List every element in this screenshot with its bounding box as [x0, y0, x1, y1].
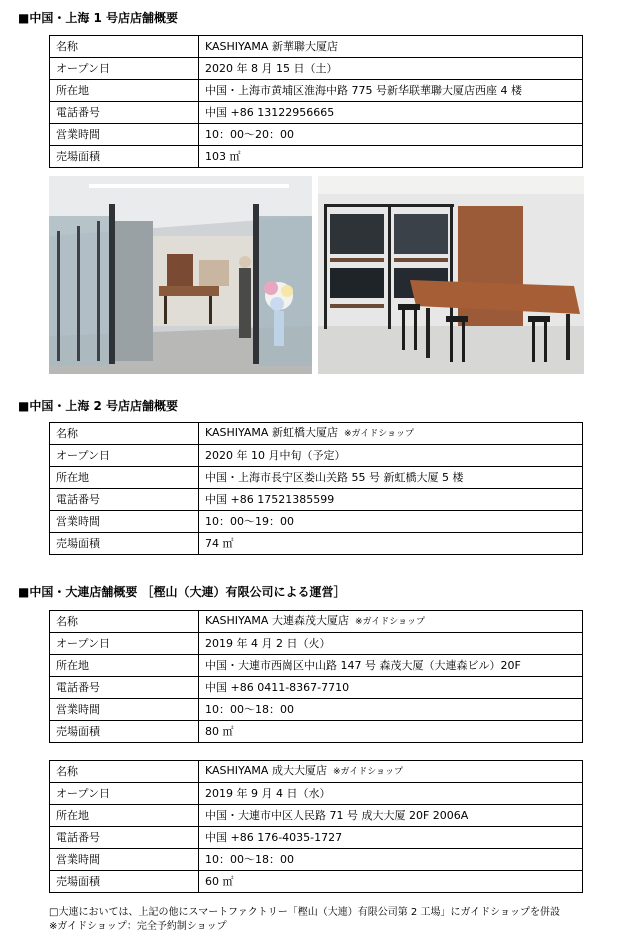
table-row — [50, 511, 583, 533]
store-table-dalian-2 — [49, 760, 583, 893]
store-entrance-photo — [49, 176, 312, 374]
table-row — [50, 721, 583, 743]
table-row — [50, 783, 583, 805]
row-value: 中国 +86 13122956665 — [199, 102, 583, 124]
row-value: 中国 +86 0411-8367-7710 — [199, 677, 583, 699]
table-row — [50, 533, 583, 555]
row-label: 営業時間 — [50, 849, 199, 871]
row-label: オープン日 — [50, 445, 199, 467]
guide-shop-note: ※ガイドショップ — [332, 767, 404, 777]
row-value: KASHIYAMA 新華聯大厦店 — [199, 36, 583, 58]
row-value: 10：00〜20：00 — [199, 124, 583, 146]
row-label: 所在地 — [50, 80, 199, 102]
store-table-dalian-1 — [49, 610, 583, 743]
table-row — [50, 489, 583, 511]
table-row — [50, 805, 583, 827]
row-label: 売場面積 — [50, 533, 199, 555]
table-row — [50, 146, 583, 168]
table-row — [50, 827, 583, 849]
table-row — [50, 761, 583, 783]
table-row — [50, 102, 583, 124]
row-label: 電話番号 — [50, 102, 199, 124]
row-label: 所在地 — [50, 655, 199, 677]
store-table-shanghai-2 — [49, 422, 583, 555]
row-value: 2019 年 9 月 4 日（水） — [199, 783, 583, 805]
row-value: 中国・大連市中区人民路 71 号 成大大厦 20F 2006A — [199, 805, 583, 827]
table-row — [50, 611, 583, 633]
row-value: 中国・上海市黄埔区淮海中路 775 号新华联華聯大厦店西座 4 楼 — [199, 80, 583, 102]
row-value: 2020 年 8 月 15 日（土） — [199, 58, 583, 80]
section1-title: ■中国・上海 1 号店店舗概要 — [18, 11, 179, 25]
row-label: 名称 — [50, 36, 199, 58]
row-label: 電話番号 — [50, 489, 199, 511]
table-row — [50, 655, 583, 677]
table-row — [50, 445, 583, 467]
row-value: 10：00〜19：00 — [199, 511, 583, 533]
guide-shop-note: ※ガイドショップ — [354, 617, 426, 627]
row-value — [199, 423, 583, 445]
store-name: KASHIYAMA 成大大厦店 — [205, 764, 327, 777]
row-label: 営業時間 — [50, 124, 199, 146]
section3-title: ■中国・大連店舗概要 ［樫山（大連）有限公司による運営］ — [18, 585, 346, 599]
table-row — [50, 677, 583, 699]
row-label: 売場面積 — [50, 146, 199, 168]
row-value: 中国 +86 176-4035-1727 — [199, 827, 583, 849]
table-row — [50, 36, 583, 58]
table-row — [50, 80, 583, 102]
table-row — [50, 633, 583, 655]
row-label: 電話番号 — [50, 677, 199, 699]
table-row — [50, 124, 583, 146]
row-value: 中国 +86 17521385599 — [199, 489, 583, 511]
row-label: オープン日 — [50, 633, 199, 655]
row-label: オープン日 — [50, 58, 199, 80]
row-value — [199, 611, 583, 633]
store-name: KASHIYAMA 新虹橋大厦店 — [205, 426, 338, 439]
row-label: 電話番号 — [50, 827, 199, 849]
section2-title: ■中国・上海 2 号店店舗概要 — [18, 399, 179, 413]
table-row — [50, 423, 583, 445]
table-row — [50, 58, 583, 80]
row-value — [199, 761, 583, 783]
row-label: 名称 — [50, 611, 199, 633]
row-value: 103 ㎡ — [199, 146, 583, 168]
table-row — [50, 871, 583, 893]
row-label: 売場面積 — [50, 721, 199, 743]
row-label: 名称 — [50, 423, 199, 445]
table-row — [50, 699, 583, 721]
row-value: 74 ㎡ — [199, 533, 583, 555]
row-label: オープン日 — [50, 783, 199, 805]
row-label: 売場面積 — [50, 871, 199, 893]
row-value: 中国・大連市西崗区中山路 147 号 森茂大厦（大連森ビル）20F — [199, 655, 583, 677]
row-value: 中国・上海市長宁区娄山关路 55 号 新虹橋大厦 5 楼 — [199, 467, 583, 489]
guide-shop-note: ※ガイドショップ — [343, 429, 415, 439]
store-name: KASHIYAMA 大連森茂大厦店 — [205, 614, 349, 627]
row-value: 60 ㎡ — [199, 871, 583, 893]
row-value: 10：00〜18：00 — [199, 699, 583, 721]
row-value: 80 ㎡ — [199, 721, 583, 743]
footnote-dalian-factory: □大連においては、上記の他にスマートファクトリー「樫山（大連）有限公司第 2 工場」にガイドショップを併設 — [49, 907, 560, 918]
store-interior-photo — [318, 176, 584, 374]
row-label: 営業時間 — [50, 699, 199, 721]
row-label: 所在地 — [50, 467, 199, 489]
row-label: 営業時間 — [50, 511, 199, 533]
table-row — [50, 849, 583, 871]
table-row — [50, 467, 583, 489]
footnote-guide-shop-definition: ※ガイドショップ：完全予約制ショップ — [49, 921, 227, 932]
store-table-shanghai-1 — [49, 35, 583, 168]
row-label: 名称 — [50, 761, 199, 783]
row-value: 2020 年 10 月中旬（予定） — [199, 445, 583, 467]
row-value: 2019 年 4 月 2 日（火） — [199, 633, 583, 655]
row-value: 10：00〜18：00 — [199, 849, 583, 871]
row-label: 所在地 — [50, 805, 199, 827]
